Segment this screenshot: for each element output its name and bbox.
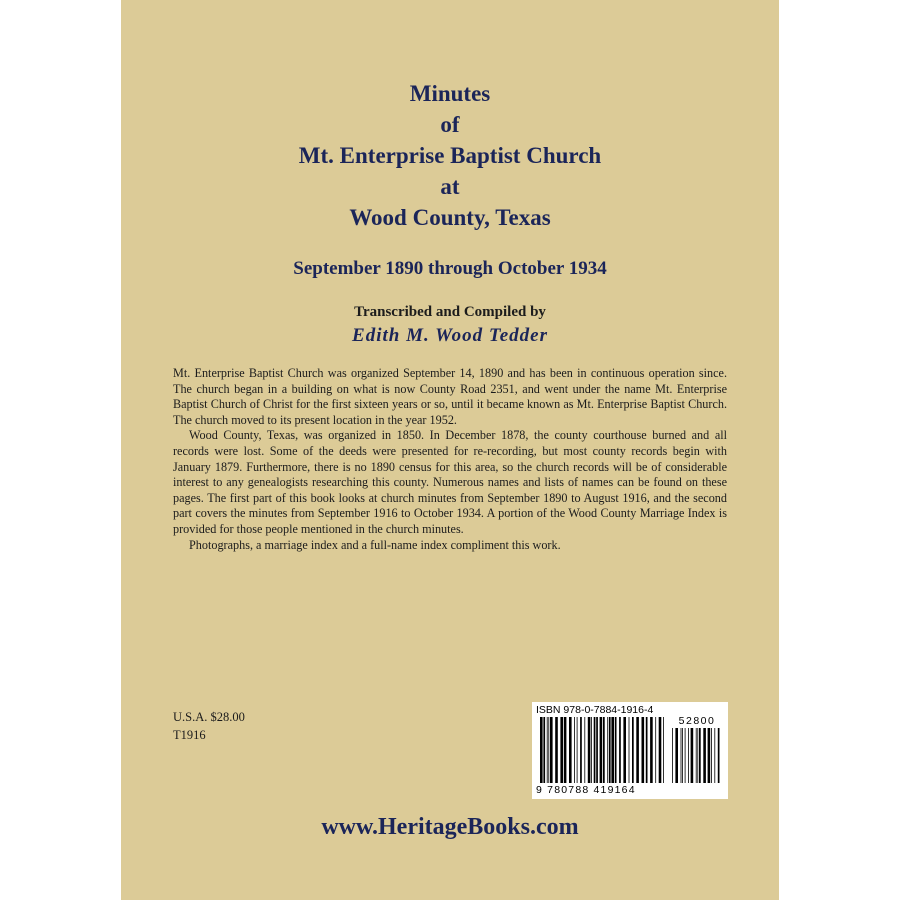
ean-bar-14 bbox=[591, 717, 592, 783]
ean-bar-31 bbox=[655, 717, 656, 783]
ean-bar-4 bbox=[550, 717, 553, 783]
addon-bar-12 bbox=[711, 728, 712, 783]
addon-bar-1 bbox=[675, 728, 678, 783]
ean-bar-20 bbox=[609, 717, 611, 783]
ean-bar-0 bbox=[540, 717, 543, 783]
author-name: Edith M. Wood Tedder bbox=[352, 325, 548, 346]
addon-bar-7 bbox=[696, 728, 697, 783]
ean-bar-32 bbox=[659, 717, 662, 783]
description-paragraph-2: Wood County, Texas, was organized in 1850. In December 1878, the county courthouse burned and all records were lost. Some of the deeds were presented for re-recording, but most county records begin with January 1879. Furthermore, there is no 1890 census for this area, so the church records will be of considerable interest to any genealogists researching this county. Numerous names and lists of names can be found on these pages. The first part of this book looks at church minutes from September 1890 to August 1916, and the second part covers the minutes from September 1916 to October 1934. A portion of the Wood County Marriage Index is provided for those people mentioned in the church minutes. bbox=[173, 428, 727, 536]
ean-bar-30 bbox=[650, 717, 653, 783]
publisher-website: www.HeritageBooks.com bbox=[321, 814, 579, 840]
ean-bar-23 bbox=[619, 717, 621, 783]
ean-bar-16 bbox=[596, 717, 598, 783]
ean-bar-9 bbox=[574, 717, 575, 783]
ean-digits: 9 780788 419164 bbox=[536, 784, 636, 796]
ean-bar-27 bbox=[636, 717, 639, 783]
isbn-label: ISBN 978-0-7884-1916-4 bbox=[536, 704, 654, 716]
description-paragraph-3: Photographs, a marriage index and a full-name index compliment this work. bbox=[189, 537, 561, 552]
addon-bar-9 bbox=[699, 728, 701, 783]
addon-bar-2 bbox=[681, 728, 682, 783]
addon-bar-6 bbox=[691, 728, 694, 783]
book-back-cover bbox=[121, 0, 779, 900]
ean-bar-25 bbox=[629, 717, 630, 783]
addon-bar-5 bbox=[688, 728, 689, 783]
addon-bar-13 bbox=[714, 728, 715, 783]
ean-bar-1 bbox=[543, 717, 545, 783]
price-block bbox=[173, 708, 245, 744]
ean-barcode-bars bbox=[540, 717, 664, 783]
ean-bar-28 bbox=[642, 717, 645, 783]
ean-bar-21 bbox=[611, 717, 614, 783]
title-line-4: at bbox=[440, 174, 460, 199]
ean-bar-11 bbox=[580, 717, 582, 783]
ean-bar-29 bbox=[646, 717, 648, 783]
price: U.S.A. $28.00 bbox=[173, 710, 245, 724]
title-line-1: Minutes bbox=[409, 81, 491, 106]
addon-bar-14 bbox=[718, 728, 720, 783]
ean-bar-17 bbox=[600, 717, 603, 783]
ean-bar-12 bbox=[584, 717, 585, 783]
addon-barcode-bars bbox=[672, 728, 722, 783]
ean-bar-3 bbox=[548, 717, 549, 783]
ean-bar-5 bbox=[555, 717, 558, 783]
ean-bar-24 bbox=[623, 717, 626, 783]
isbn-barcode bbox=[532, 702, 728, 799]
ean-bar-10 bbox=[577, 717, 578, 783]
book-description bbox=[173, 366, 727, 553]
book-title bbox=[121, 78, 779, 233]
addon-bar-3 bbox=[682, 728, 683, 783]
ean-bar-7 bbox=[564, 717, 567, 783]
addon-bar-10 bbox=[703, 728, 706, 783]
title-line-3: Mt. Enterprise Baptist Church bbox=[298, 143, 602, 168]
ean-bar-18 bbox=[603, 717, 605, 783]
ean-bar-13 bbox=[588, 717, 591, 783]
ean-bar-15 bbox=[594, 717, 596, 783]
title-line-5: Wood County, Texas bbox=[349, 205, 551, 230]
ean-bar-8 bbox=[569, 717, 572, 783]
ean-bar-19 bbox=[607, 717, 608, 783]
addon-bar-0 bbox=[672, 728, 673, 783]
catalog-number: T1916 bbox=[173, 728, 206, 742]
ean-bar-6 bbox=[560, 717, 563, 783]
addon-bar-8 bbox=[697, 728, 698, 783]
addon-bar-4 bbox=[685, 728, 686, 783]
credit-label: Transcribed and Compiled by bbox=[354, 304, 546, 320]
ean-bar-2 bbox=[547, 717, 548, 783]
date-range-subtitle: September 1890 through October 1934 bbox=[293, 258, 607, 279]
addon-code: 52800 bbox=[678, 715, 716, 727]
description-paragraph-1: Mt. Enterprise Baptist Church was organized September 14, 1890 and has been in continuous operation since. The church began in a building on what is now County Road 2351, and went under the name Mt. Enterprise Baptist Church of Christ for the first sixteen years or so, until it became known as Mt. Enterprise Baptist Church. The church moved to its present location in the year 1952. bbox=[173, 366, 727, 427]
addon-bar-11 bbox=[708, 728, 711, 783]
ean-bar-26 bbox=[632, 717, 634, 783]
ean-bar-33 bbox=[663, 717, 664, 783]
title-line-2: of bbox=[440, 112, 460, 137]
ean-bar-22 bbox=[615, 717, 617, 783]
